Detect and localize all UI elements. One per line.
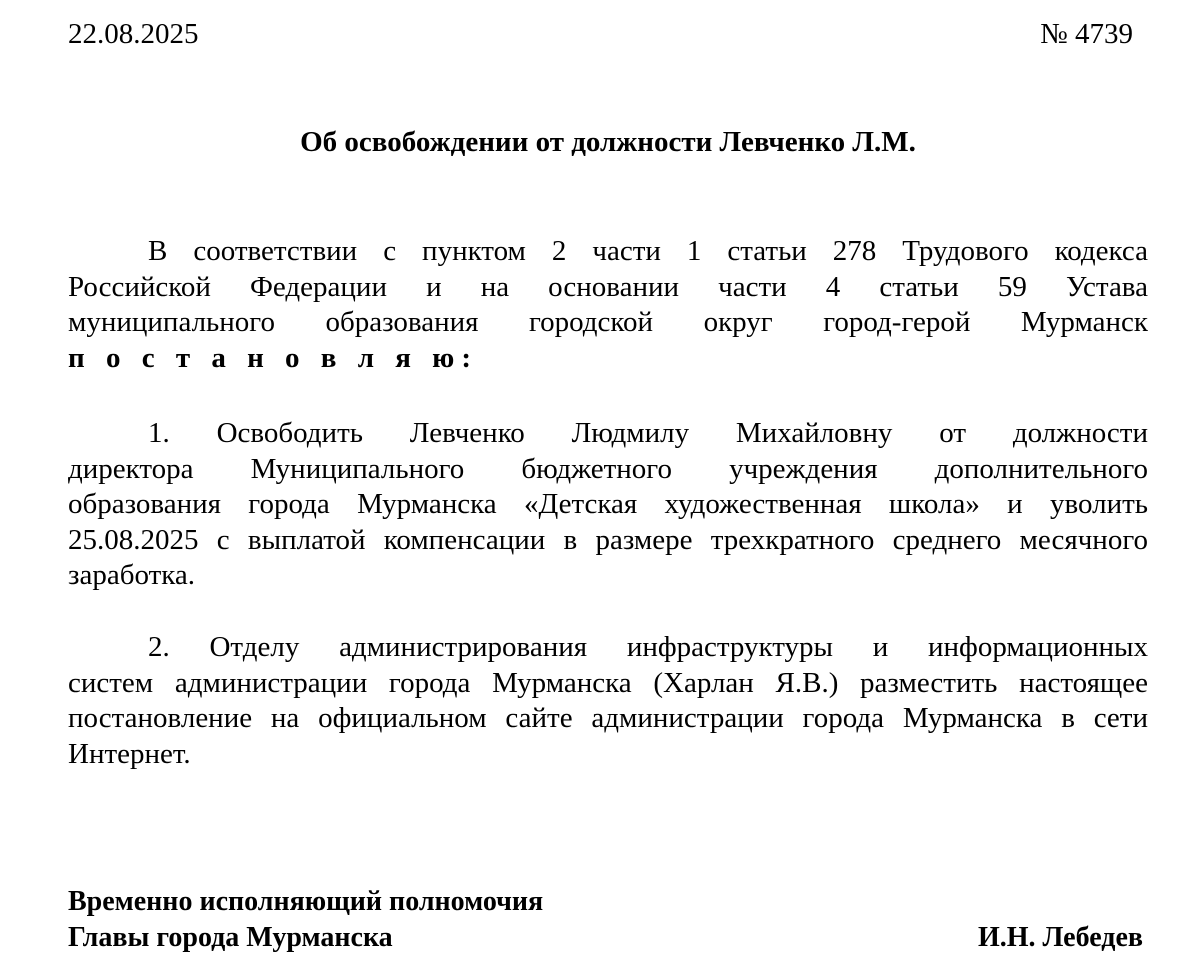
- signatory-name: И.Н. Лебедев: [977, 922, 1143, 953]
- item-2-paragraph: [68, 630, 1148, 772]
- signatory-position-line: Временно исполняющий полномочия: [68, 886, 544, 917]
- document-number: № 4739: [1040, 18, 1133, 50]
- document-title: Об освобождении от должности Левченко Л.М.: [300, 126, 916, 158]
- decree-word: п о с т а н о в л я ю:: [68, 341, 478, 374]
- preamble-line: Российской Федерации и на основании части 4 статьи 59 Устава: [68, 270, 1148, 303]
- preamble-paragraph: [68, 234, 1148, 376]
- item-1-line: директора Муниципального бюджетного учреждения дополнительного: [68, 452, 1148, 485]
- item-1-line: образования города Мурманска «Детская художественная школа» и уволить: [68, 488, 1148, 521]
- item-2-line: Интернет.: [68, 737, 191, 770]
- preamble-line: муниципального образования городской округ город-герой Мурманск: [68, 306, 1148, 339]
- item-1-paragraph: [68, 416, 1148, 594]
- item-1-line: 25.08.2025 с выплатой компенсации в размере трехкратного среднего месячного: [68, 523, 1148, 556]
- item-2-line: 2. Отделу администрирования инфраструктуры и информационных: [148, 631, 1148, 663]
- signatory-position-line: Главы города Мурманска: [68, 922, 393, 953]
- item-2-line: постановление на официальном сайте администрации города Мурманска в сети: [68, 702, 1148, 735]
- item-1-line: 1. Освободить Левченко Людмилу Михайловну от должности: [148, 417, 1148, 449]
- item-2-line: систем администрации города Мурманска (Харлан Я.В.) разместить настоящее: [68, 666, 1148, 699]
- item-1-line: заработка.: [68, 559, 196, 592]
- preamble-line: В соответствии с пунктом 2 части 1 статьи 278 Трудового кодекса: [148, 235, 1148, 267]
- signatory-position: [68, 884, 543, 956]
- document-date: 22.08.2025: [68, 18, 199, 50]
